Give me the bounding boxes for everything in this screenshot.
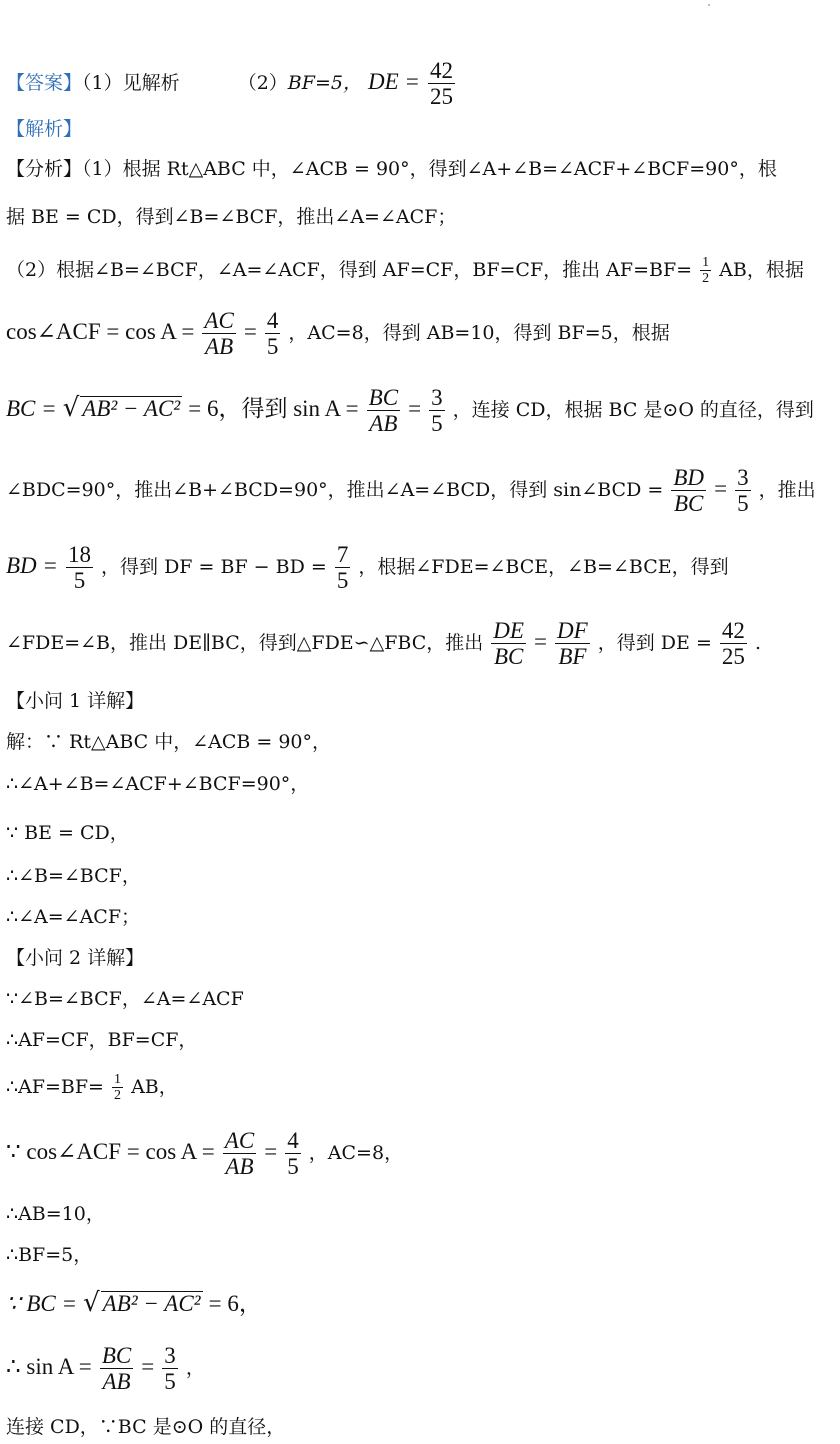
- three-fifths-fraction: $\frac{3}{5}$: [431, 385, 443, 437]
- sqrt-icon-2: √: [83, 1288, 100, 1318]
- three-fifths-fraction-3: $\frac{3}{5}$: [164, 1343, 176, 1395]
- q2-step-2: ∴AF=CF，BF=CF，: [6, 1029, 198, 1051]
- ac-ab-fraction: $\frac{AC}{AB}$: [204, 308, 234, 360]
- df-bf-fraction: $\frac{DF}{BF}$: [557, 618, 588, 670]
- seven-fifths-fraction: $\frac{7}{5}$: [336, 542, 349, 594]
- sqrt-icon: √: [62, 392, 80, 423]
- fenxi-line-4: cos∠ACF = cos A = $\frac{AC}{AB}$ = $\frac{4}{5}$ ，AC=8，得到 AB=10，得到 BF=5，根据: [6, 308, 670, 360]
- q1-step-3: ∵ BE = CD，: [6, 822, 129, 844]
- q1-step-2: ∴∠A+∠B=∠ACF+∠BCF=90°，: [6, 773, 310, 795]
- de-value-fraction: $\frac{42}{25}$: [721, 618, 745, 670]
- q2-step-7: ∵ BC = √ AB² − AC² = 6，: [6, 1288, 262, 1318]
- three-fifths-fraction-2: $\frac{3}{5}$: [737, 465, 749, 517]
- answer-line: [6, 58, 457, 110]
- q2-step-5: ∴AB=10，: [6, 1203, 105, 1225]
- sqrt-radicand: AB² − AC²: [82, 395, 181, 421]
- half-fraction-2: $\frac{1}{2}$: [114, 1072, 122, 1104]
- fenxi-line-5: BC = √ AB² − AC² = 6，得到 sin A = $\frac{BC}{AB}$ = $\frac{3}{5}$ ，连接 CD，根据 BC 是⊙O 的直径，得到: [6, 385, 814, 437]
- bc-ab-fraction: $\frac{BC}{AB}$: [368, 385, 399, 437]
- fenxi-line-3: （2）根据∠B=∠BCF，∠A=∠ACF，得到 AF=CF，BF=CF，推出 AF=BF= $\frac{1}{2}$ AB，根据: [6, 255, 804, 287]
- answer-bf: BF=5，: [287, 71, 362, 94]
- q2-step-1: ∵∠B=∠BCF，∠A=∠ACF: [6, 988, 244, 1010]
- answer-de-fraction: $\frac{42}{25}$: [429, 58, 453, 110]
- fenxi-line-8: ∠FDE=∠B，推出 DE∥BC，得到△FDE∽△FBC，推出 $\frac{DE}{BC}$ = $\frac{DF}{BF}$ ，得到 DE = $\frac{42}{25}$ .: [6, 618, 762, 670]
- fenxi-tag: 【分析】: [6, 158, 83, 180]
- q2-step-8: ∴ sin A = $\frac{BC}{AB}$ = $\frac{3}{5}$ ，: [6, 1343, 205, 1395]
- q2-step-9: 连接 CD，∵BC 是⊙O 的直径，: [6, 1416, 286, 1438]
- q2-step-6: ∴BF=5，: [6, 1244, 93, 1266]
- eighteen-fifths-fraction: $\frac{18}{5}$: [67, 542, 91, 594]
- four-fifths-fraction: $\frac{4}{5}$: [266, 308, 279, 360]
- q2-step-3: ∴AF=BF= $\frac{1}{2}$ AB，: [6, 1072, 178, 1104]
- answer-part1: （1）见解析: [82, 71, 180, 94]
- fenxi-line-1: 【分析】（1）根据 Rt△ABC 中，∠ACB = 90°，得到∠A+∠B=∠ACF+∠BCF=90°，根: [6, 158, 777, 180]
- fenxi-line-6: ∠BDC=90°，推出∠B+∠BCD=90°，推出∠A=∠BCD，得到 sin∠BCD = $\frac{BD}{BC}$ = $\frac{3}{5}$ ，推出: [6, 465, 816, 517]
- sqrt-radicand-2: AB² − AC²: [102, 1291, 201, 1316]
- bd-bc-fraction: $\frac{BD}{BC}$: [673, 465, 705, 517]
- four-fifths-fraction-2: $\frac{4}{5}$: [287, 1128, 299, 1180]
- q2-step-4: ∵ cos∠ACF = cos A = $\frac{AC}{AB}$ = $\frac{4}{5}$ ，AC=8，: [6, 1128, 404, 1180]
- answer-de-lhs: DE =: [368, 68, 420, 94]
- half-fraction: $\frac{1}{2}$: [702, 255, 710, 287]
- analysis-tag: 【解析】: [6, 118, 83, 140]
- q2-heading: 【小问 2 详解】: [6, 947, 145, 969]
- ac-ab-fraction-2: $\frac{AC}{AB}$: [224, 1128, 255, 1180]
- fenxi-line-7: BD = $\frac{18}{5}$ ，得到 DF = BF − BD = $\frac{7}{5}$ ，根据∠FDE=∠BCE，∠B=∠BCE，得到: [6, 542, 729, 594]
- q1-step-5: ∴∠A=∠ACF；: [6, 906, 141, 928]
- bc-ab-fraction-2: $\frac{BC}{AB}$: [101, 1343, 132, 1395]
- q1-step-4: ∴∠B=∠BCF，: [6, 865, 141, 887]
- q1-step-1: 解：∵ Rt△ABC 中，∠ACB = 90°，: [6, 731, 332, 753]
- fenxi-line-2: 据 BE = CD，得到∠B=∠BCF，推出∠A=∠ACF；: [6, 206, 457, 228]
- q1-heading: 【小问 1 详解】: [6, 690, 145, 712]
- scan-dot: [708, 4, 710, 6]
- answer-part2-prefix: （2）: [237, 71, 288, 94]
- de-bc-fraction: $\frac{DE}{BC}$: [493, 618, 524, 670]
- answer-tag: 【答案】: [6, 71, 83, 94]
